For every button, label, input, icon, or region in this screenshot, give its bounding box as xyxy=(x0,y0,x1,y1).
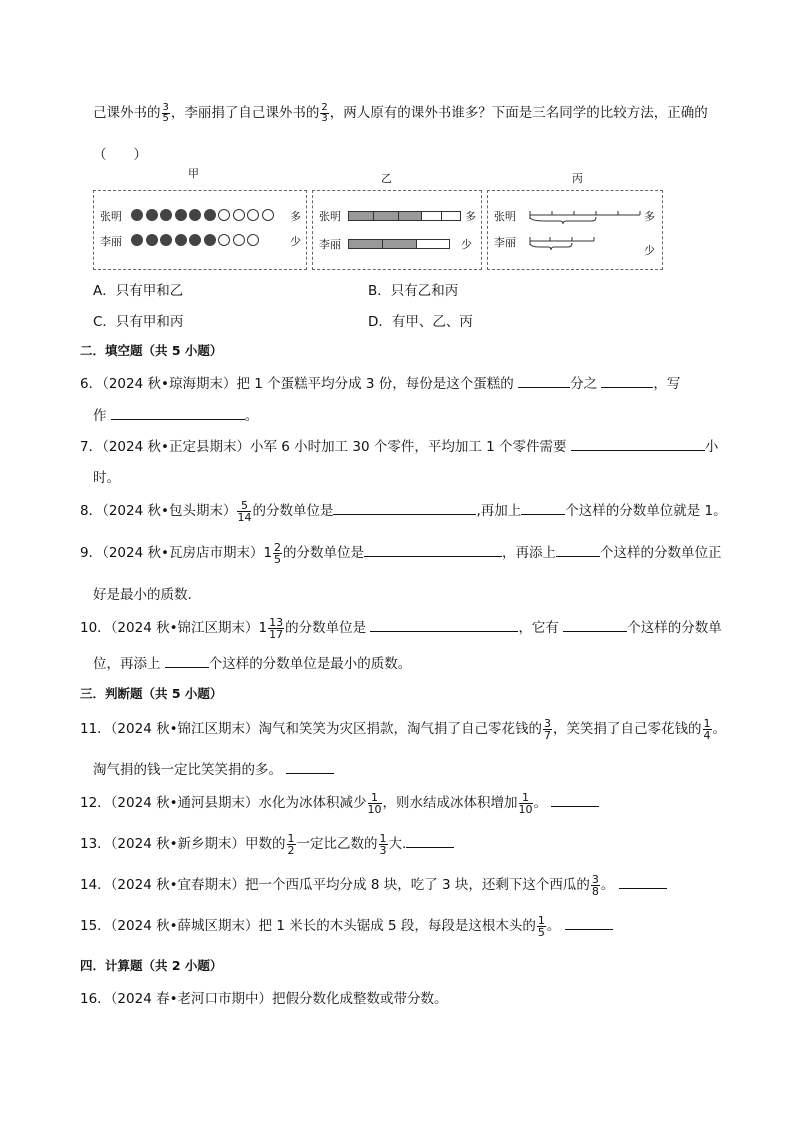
empty-circle xyxy=(247,234,259,246)
option-d: D．有甲、乙、丙 xyxy=(368,314,473,330)
label-lili: 李丽 xyxy=(494,236,516,249)
numerator: 13 xyxy=(269,615,284,629)
q8-line xyxy=(80,499,727,523)
bar-segment-shaded xyxy=(399,212,422,220)
filled-circle xyxy=(160,234,172,246)
q13-line xyxy=(80,832,454,856)
label-zhangming: 张明 xyxy=(319,210,341,223)
q8-text: 8．（2024 秋•包头期末） xyxy=(80,503,237,519)
segment-diagram xyxy=(528,201,648,271)
option-c: C．只有甲和丙 xyxy=(93,314,184,330)
section-calc-title: 四．计算题（共 2 小题） xyxy=(80,958,223,973)
answer-blank[interactable] xyxy=(111,406,245,420)
empty-circle xyxy=(247,209,259,221)
section-fill-title: 二．填空题（共 5 小题） xyxy=(80,343,223,358)
fraction xyxy=(162,103,170,124)
numerator: 3 xyxy=(162,101,169,113)
q15-line xyxy=(80,914,613,938)
caption-jia: 甲 xyxy=(188,167,199,180)
filled-circle xyxy=(175,234,187,246)
fraction xyxy=(287,833,296,856)
empty-circle xyxy=(218,234,230,246)
denominator: 5 xyxy=(537,925,545,939)
label-less: 少 xyxy=(461,238,472,251)
q13-text: 大. xyxy=(388,836,407,852)
numerator: 1 xyxy=(703,716,711,730)
q6-text: 作 xyxy=(93,408,107,424)
filled-circle xyxy=(189,209,201,221)
empty-circle xyxy=(233,209,245,221)
q5-text-1: 己课外书的 xyxy=(93,105,161,121)
q10-text: 位，再添上 xyxy=(93,656,161,672)
q11-line1 xyxy=(80,717,726,741)
q11-text: 11．（2024 秋•锦江区期末）淘气和笑笑为灾区捐款，淘气捐了自己零花钱的 xyxy=(80,721,543,737)
q8-text: 个这样的分数单位就是 1。 xyxy=(565,503,727,519)
q6-text: 6．（2024 秋•琼海期末）把 1 个蛋糕平均分成 3 份，每份是这个蛋糕的 xyxy=(80,376,514,392)
denominator: 14 xyxy=(237,510,252,524)
fraction xyxy=(320,103,328,124)
bar-segment-shaded xyxy=(349,212,374,220)
q8-text: ,再加上 xyxy=(476,503,522,519)
denominator: 17 xyxy=(269,627,284,641)
figure-yi xyxy=(312,190,482,270)
denominator: 3 xyxy=(379,843,387,857)
q13-text: 一定比乙数的 xyxy=(296,836,378,852)
q5-text-3: ，两人原有的课外书谁多？下面是三名同学的比较方法，正确的 xyxy=(329,105,708,121)
circles-zhangming xyxy=(131,208,276,221)
q13-text: 13．（2024 秋•新乡期末）甲数的 xyxy=(80,836,286,852)
q5-text-2: ，李丽捐了自己课外书的 xyxy=(170,105,320,121)
bar-segment-shaded xyxy=(383,240,417,248)
bar-segment-shaded xyxy=(374,212,399,220)
denominator: 7 xyxy=(544,728,552,742)
q12-text: ，则水结成冰体积增加 xyxy=(382,795,518,811)
q7-line1 xyxy=(80,435,718,455)
q11-line2 xyxy=(93,758,334,778)
filled-circle xyxy=(131,234,143,246)
figure-bing xyxy=(487,190,663,270)
q11-text: ，笑笑捐了自己零花钱的 xyxy=(553,721,702,737)
filled-circle xyxy=(160,209,172,221)
circles-lili xyxy=(131,233,262,246)
q12-text: 12．（2024 秋•通河县期末）水化为冰体积减少 xyxy=(80,795,367,811)
answer-blank[interactable] xyxy=(364,543,502,557)
label-zhangming: 张明 xyxy=(494,210,516,223)
q7-line2: 时。 xyxy=(93,470,120,486)
denominator: 10 xyxy=(367,802,382,816)
q6-line1 xyxy=(80,372,680,392)
denominator: 10 xyxy=(518,802,533,816)
answer-blank[interactable] xyxy=(601,374,653,388)
answer-blank[interactable] xyxy=(619,875,667,889)
fraction xyxy=(273,542,282,565)
q9-text: 的分数单位是 xyxy=(283,545,365,561)
fraction xyxy=(537,915,546,938)
fraction xyxy=(379,833,388,856)
fraction xyxy=(591,874,600,897)
label-less: 少 xyxy=(290,235,301,248)
fraction xyxy=(543,718,552,741)
q6-text: 分之 xyxy=(570,376,598,392)
answer-blank[interactable] xyxy=(406,834,454,848)
q12-line xyxy=(80,791,599,815)
q10-line1 xyxy=(80,616,722,640)
q5-line1 xyxy=(93,101,708,124)
filled-circle xyxy=(175,209,187,221)
answer-blank[interactable] xyxy=(565,916,613,930)
label-more: 多 xyxy=(465,210,476,223)
denominator: 2 xyxy=(287,843,295,857)
q11-text: 。 xyxy=(712,721,727,737)
q11-text: 淘气捐的钱一定比笑笑捐的多。 xyxy=(93,762,282,778)
numerator: 2 xyxy=(274,540,282,554)
bar-segment-shaded xyxy=(349,240,383,248)
whole-part: 1 xyxy=(258,620,268,636)
fraction xyxy=(237,500,251,523)
q5-answer-paren: （ ） xyxy=(93,147,147,163)
label-more: 多 xyxy=(290,210,301,223)
filled-circle xyxy=(146,209,158,221)
q6-text: 。 xyxy=(244,408,259,424)
option-a: A．只有甲和乙 xyxy=(93,283,184,299)
answer-blank[interactable] xyxy=(370,618,518,632)
numerator: 1 xyxy=(287,831,295,845)
filled-circle xyxy=(204,209,216,221)
option-b: B．只有乙和丙 xyxy=(368,283,459,299)
answer-blank[interactable] xyxy=(165,654,209,668)
filled-circle xyxy=(189,234,201,246)
numerator: 3 xyxy=(591,872,599,886)
label-more: 多 xyxy=(644,210,655,223)
numerator: 1 xyxy=(379,831,387,845)
answer-blank[interactable] xyxy=(571,437,705,451)
q8-text: 的分数单位是 xyxy=(252,503,334,519)
bar-segment xyxy=(417,240,449,248)
caption-yi: 乙 xyxy=(381,172,392,185)
denominator: 5 xyxy=(162,112,169,124)
label-zhangming: 张明 xyxy=(100,210,122,223)
numerator: 1 xyxy=(519,792,533,804)
filled-circle xyxy=(146,234,158,246)
q9-text: 个这样的分数单位正 xyxy=(600,545,722,561)
whole-part: 1 xyxy=(263,545,273,561)
q10-text: 的分数单位是 xyxy=(285,620,367,636)
numerator: 2 xyxy=(321,101,328,113)
answer-blank[interactable] xyxy=(551,793,599,807)
fraction xyxy=(703,718,712,741)
figure-jia xyxy=(93,190,307,270)
answer-blank[interactable] xyxy=(521,501,565,515)
caption-bing: 丙 xyxy=(572,172,583,185)
answer-blank[interactable] xyxy=(556,543,600,557)
filled-circle xyxy=(204,234,216,246)
q10-text: ，它有 xyxy=(518,620,559,636)
denominator: 8 xyxy=(591,884,599,898)
q15-text: 15．（2024 秋•薛城区期末）把 1 米长的木头锯成 5 段，每段是这根木头的 xyxy=(80,918,536,934)
answer-blank[interactable] xyxy=(333,501,476,515)
q9-text: ，再添上 xyxy=(502,545,557,561)
answer-blank[interactable] xyxy=(518,374,570,388)
q16-line: 16．（2024 春•老河口市期中）把假分数化成整数或带分数。 xyxy=(80,991,448,1007)
denominator: 3 xyxy=(321,112,328,124)
denominator: 5 xyxy=(274,552,282,566)
q10-line2 xyxy=(93,652,411,672)
q7-text: 7．（2024 秋•正定县期末）小军 6 小时加工 30 个零件，平均加工 1 个零件需要 xyxy=(80,439,567,455)
q7-text: 小 xyxy=(704,439,719,455)
answer-blank[interactable] xyxy=(286,760,334,774)
numerator: 1 xyxy=(368,792,382,804)
q15-text: 。 xyxy=(546,918,561,934)
section-judge-title: 三．判断题（共 5 小题） xyxy=(80,686,223,701)
q9-line2: 好是最小的质数. xyxy=(93,587,192,603)
q10-text: 个这样的分数单位是最小的质数。 xyxy=(208,656,412,672)
bar-segment xyxy=(442,212,460,220)
empty-circle xyxy=(218,209,230,221)
numerator: 5 xyxy=(237,500,251,512)
q9-line1 xyxy=(80,541,722,565)
q10-text: 个这样的分数单 xyxy=(627,620,722,636)
q14-text: 。 xyxy=(600,877,615,893)
fraction xyxy=(368,792,382,815)
label-lili: 李丽 xyxy=(100,235,122,248)
bar-lili xyxy=(348,239,450,249)
q9-text: 9．（2024 秋•瓦房店市期末） xyxy=(80,545,264,561)
denominator: 4 xyxy=(703,728,711,742)
empty-circle xyxy=(233,234,245,246)
numerator: 1 xyxy=(537,913,545,927)
fraction xyxy=(268,617,284,640)
bar-zhangming xyxy=(348,211,461,221)
answer-blank[interactable] xyxy=(563,618,627,632)
fraction xyxy=(519,792,533,815)
q14-text: 14．（2024 秋•宜春期末）把一个西瓜平均分成 8 块，吃了 3 块，还剩下这个西瓜的 xyxy=(80,877,590,893)
label-lili: 李丽 xyxy=(319,238,341,251)
empty-circle xyxy=(262,209,274,221)
q12-text: 。 xyxy=(533,795,548,811)
q6-line2 xyxy=(93,404,258,424)
q6-text: ，写 xyxy=(653,376,681,392)
bar-segment xyxy=(422,212,442,220)
filled-circle xyxy=(131,209,143,221)
numerator: 3 xyxy=(544,716,552,730)
q10-text: 10．（2024 秋•锦江区期末） xyxy=(80,620,259,636)
q14-line xyxy=(80,873,667,897)
label-less: 少 xyxy=(644,244,655,257)
